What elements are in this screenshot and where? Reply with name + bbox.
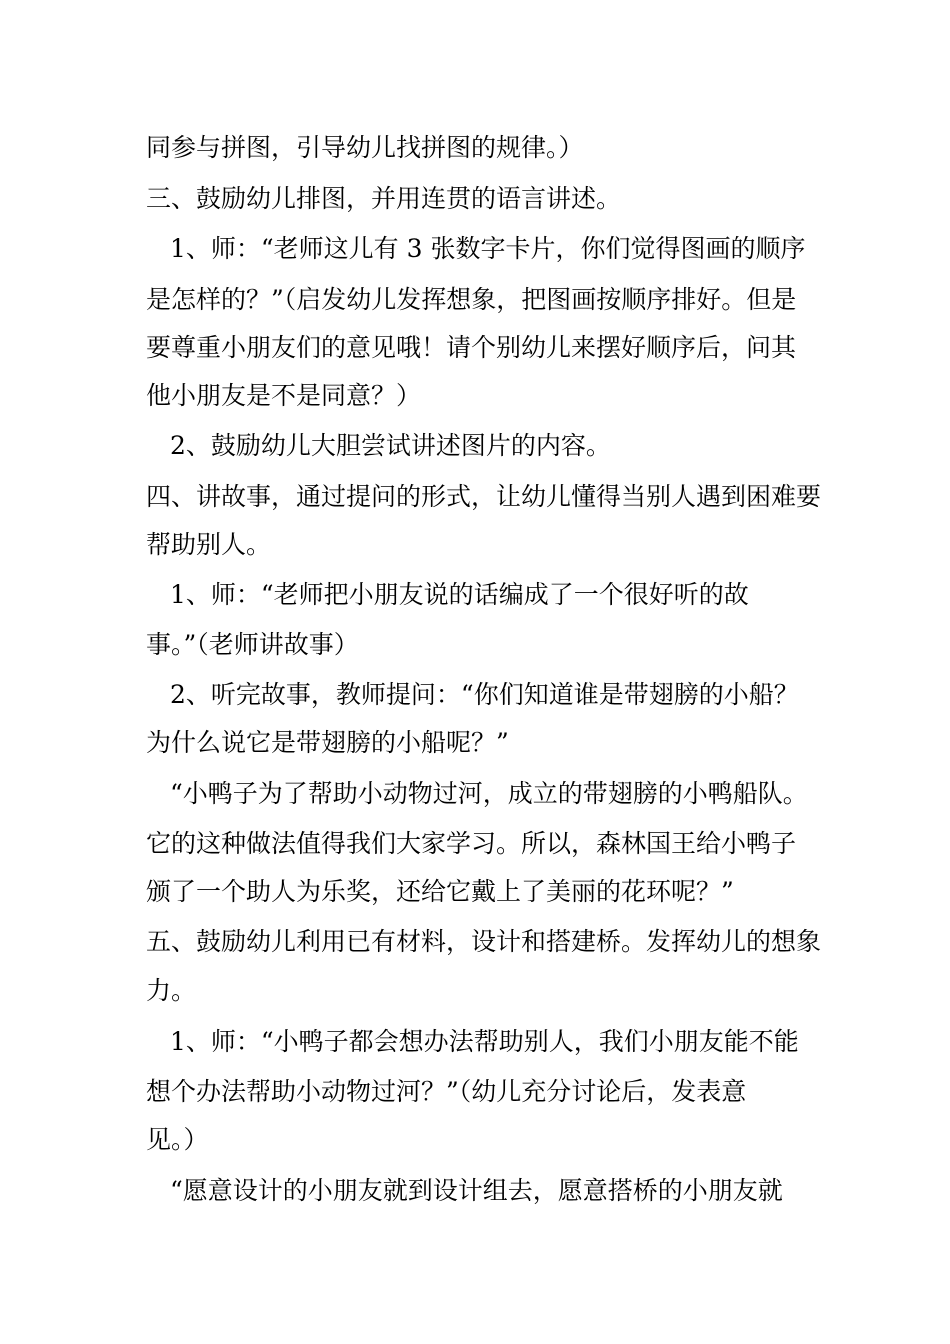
text-line: 帮助别人。 [146, 530, 272, 559]
text-line: 1、师：“小鸭子都会想办法帮助别人，我们小朋友能不能 [170, 1027, 799, 1056]
text-line: 力。 [146, 976, 197, 1005]
text-line: “愿意设计的小朋友就到设计组去，愿意搭桥的小朋友就 [170, 1176, 783, 1205]
text-line: 要尊重小朋友们的意见哦！请个别幼儿来摆好顺序后，问其 [146, 333, 797, 362]
text-line: 2、鼓励幼儿大胆尝试讲述图片的内容。 [170, 431, 611, 460]
text-line: 他小朋友是不是同意？） [146, 381, 422, 410]
text-line: “小鸭子为了帮助小动物过河，成立的带翅膀的小鸭船队。 [170, 779, 808, 808]
text-line: 是怎样的？”（启发幼儿发挥想象，把图画按顺序排好。但是 [146, 285, 797, 314]
text-line: 1、师：“老师把小朋友说的话编成了一个很好听的故 [170, 580, 749, 609]
section-heading: 五、鼓励幼儿利用已有材料，设计和搭建桥。发挥幼儿的想象 [146, 927, 822, 956]
text-line: 为什么说它是带翅膀的小船呢？” [146, 728, 509, 757]
text-line: 事。”（老师讲故事） [146, 630, 359, 659]
section-heading: 三、鼓励幼儿排图，并用连贯的语言讲述。 [146, 184, 622, 213]
text-line: 2、听完故事，教师提问：“你们知道谁是带翅膀的小船？ [170, 680, 799, 709]
text-line: 颁了一个助人为乐奖，还给它戴上了美丽的花环呢？” [146, 877, 734, 906]
section-heading: 四、讲故事，通过提问的形式，让幼儿懂得当别人遇到困难要 [146, 482, 822, 511]
text-line: 想个办法帮助小动物过河？”（幼儿充分讨论后，发表意 [146, 1077, 747, 1106]
text-line: 1、师：“老师这儿有 3 张数字卡片，你们觉得图画的顺序 [170, 234, 806, 263]
text-line: 同参与拼图，引导幼儿找拼图的规律。） [146, 133, 584, 162]
text-line: 它的这种做法值得我们大家学习。所以，森林国王给小鸭子 [146, 829, 797, 858]
text-line: 见。） [146, 1125, 209, 1154]
